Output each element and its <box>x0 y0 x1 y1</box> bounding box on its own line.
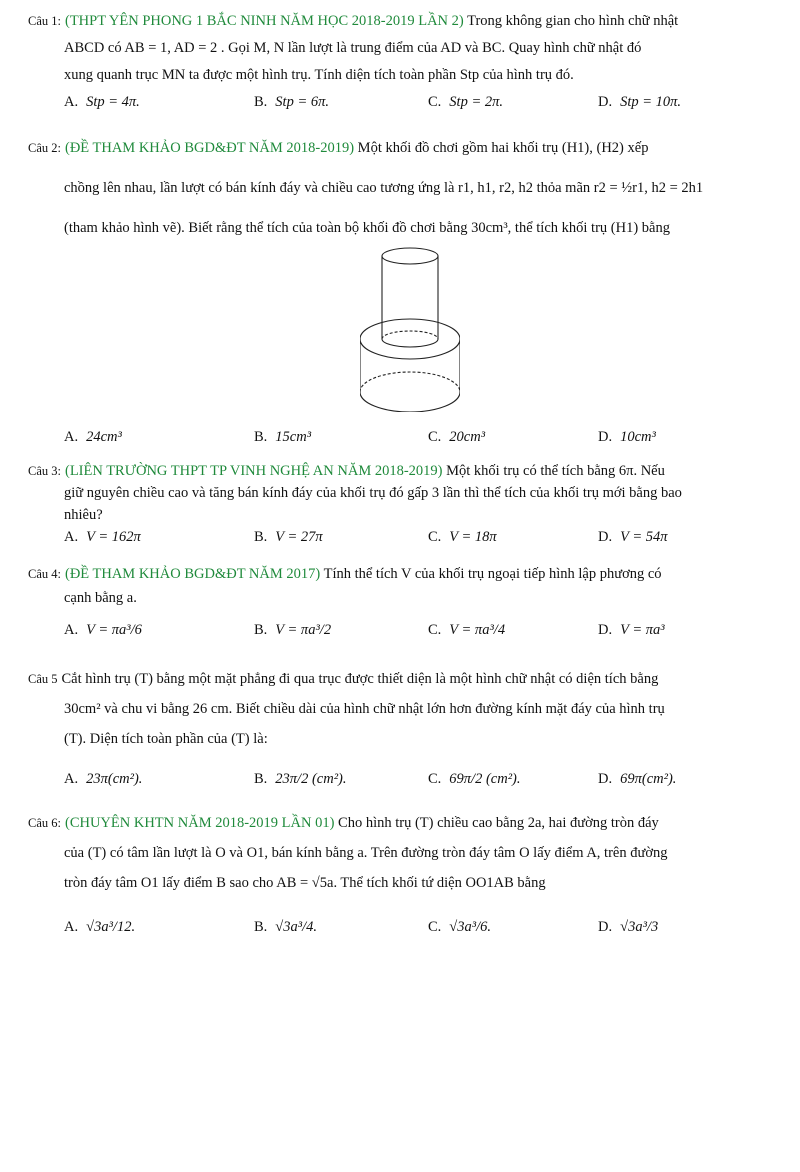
option-c[interactable]: C. V = 18π <box>428 529 497 545</box>
question-5 <box>28 664 794 804</box>
option-b[interactable]: B. V = πa³/2 <box>254 622 332 638</box>
question-4 <box>28 562 794 658</box>
option-a[interactable]: A. Stp = 4π. <box>64 94 140 110</box>
option-d[interactable]: D. 69π(cm²). <box>598 771 677 787</box>
options-row <box>28 764 794 804</box>
option-d[interactable]: D. √3a³/3 <box>598 919 659 935</box>
options-row <box>28 89 794 117</box>
option-a[interactable]: A. √3a³/12. <box>64 919 136 935</box>
question-label: Câu 3: <box>28 464 61 478</box>
options-row <box>28 424 794 452</box>
question-text: giữ nguyên chiều cao và tăng bán kính đáy của khối trụ đó gấp 3 lần thì thể tích của khối trụ mới bằng bao <box>64 485 682 501</box>
option-a[interactable]: A. 24cm³ <box>64 429 122 445</box>
option-d[interactable]: D. V = 54π <box>598 529 668 545</box>
option-b[interactable]: B. Stp = 6π. <box>254 94 329 110</box>
question-text: (T). Diện tích toàn phần của (T) là: <box>64 731 268 747</box>
small-cylinder-top <box>382 248 438 264</box>
large-cylinder-top <box>360 319 460 359</box>
option-b[interactable]: B. √3a³/4. <box>254 919 318 935</box>
option-a[interactable]: A. V = 162π <box>64 529 141 545</box>
question-source: (CHUYÊN KHTN NĂM 2018-2019 LẦN 01) <box>64 815 335 831</box>
question-text: cạnh bằng a. <box>64 590 137 606</box>
question-text: tròn đáy tâm O1 lấy điểm B sao cho AB = √5a. Thể tích khối tứ diện OO1AB bằng <box>64 875 546 891</box>
option-a[interactable]: A. 23π(cm²). <box>64 771 143 787</box>
question-text: Tính thể tích V của khối trụ ngoại tiếp hình lập phương có <box>320 566 662 582</box>
question-source: (THPT YÊN PHONG 1 BẮC NINH NĂM HỌC 2018-2019 LẦN 2) <box>64 13 464 29</box>
option-c[interactable]: C. Stp = 2π. <box>428 94 503 110</box>
question-text: Trong không gian cho hình chữ nhật <box>463 13 679 29</box>
option-d[interactable]: D. V = πa³ <box>598 622 665 638</box>
options-row <box>28 618 794 658</box>
question-text: của (T) có tâm lần lượt là O và O1, bán kính bằng a. Trên đường tròn đáy tâm O lấy điểm A, trên đường <box>64 845 668 861</box>
question-3 <box>28 460 794 552</box>
question-1 <box>28 8 794 117</box>
option-b[interactable]: B. 23π/2 (cm²). <box>254 771 347 787</box>
question-text: Cắt hình trụ (T) bằng một mặt phẳng đi qua trục được thiết diện là một hình chữ nhật có diện tích bằng <box>61 671 659 687</box>
option-c[interactable]: C. 20cm³ <box>428 429 486 445</box>
question-2 <box>28 128 794 248</box>
question-text: chồng lên nhau, lần lượt có bán kính đáy và chiều cao tương ứng là r1, h1, r2, h2 thỏa mãn r2 = ½r1, h2 = 2h1 <box>64 180 704 196</box>
option-b[interactable]: B. V = 27π <box>254 529 323 545</box>
question-source: (ĐỀ THAM KHẢO BGD&ĐT NĂM 2017) <box>64 566 321 582</box>
question-source: (LIÊN TRƯỜNG THPT TP VINH NGHỆ AN NĂM 2018-2019) <box>64 463 443 479</box>
question-source: (ĐỀ THAM KHẢO BGD&ĐT NĂM 2018-2019) <box>64 140 355 156</box>
option-c[interactable]: C. √3a³/6. <box>428 919 492 935</box>
question-6 <box>28 808 794 956</box>
option-c[interactable]: C. V = πa³/4 <box>428 622 506 638</box>
option-b[interactable]: B. 15cm³ <box>254 429 312 445</box>
question-text: Cho hình trụ (T) chiều cao bằng 2a, hai đường tròn đáy <box>334 815 659 831</box>
question-label: Câu 4: <box>28 567 61 581</box>
option-d[interactable]: D. Stp = 10π. <box>598 94 682 110</box>
option-d[interactable]: D. 10cm³ <box>598 429 656 445</box>
question-text: Một khối đồ chơi gồm hai khối trụ (H1), (H2) xếp <box>354 140 649 156</box>
question-label: Câu 2: <box>28 141 61 155</box>
question-label: Câu 6: <box>28 816 61 830</box>
question-text: ABCD có AB = 1, AD = 2 . Gọi M, N lần lượt là trung điểm của AD và BC. Quay hình chữ nhật đó <box>64 40 642 56</box>
question-text: (tham khảo hình vẽ). Biết rằng thể tích của toàn bộ khối đồ chơi bằng 30cm³, thể tích khối trụ (H1) bằng <box>64 220 670 236</box>
question-2-options <box>28 424 794 452</box>
question-text: Một khối trụ có thể tích bằng 6π. Nếu <box>442 463 665 479</box>
question-text: xung quanh trục MN ta được một hình trụ. Tính diện tích toàn phần Stp của hình trụ đó. <box>64 67 574 83</box>
options-row <box>28 526 794 552</box>
question-text: 30cm² và chu vi bằng 26 cm. Biết chiều dài của hình chữ nhật lớn hơn đường kính mặt đáy của hình trụ <box>64 701 665 717</box>
options-row <box>28 912 794 956</box>
question-text: nhiêu? <box>64 507 103 523</box>
question-label: Câu 5 <box>28 672 58 686</box>
option-c[interactable]: C. 69π/2 (cm²). <box>428 771 521 787</box>
stacked-cylinders-figure <box>360 246 460 412</box>
question-label: Câu 1: <box>28 14 61 28</box>
option-a[interactable]: A. V = πa³/6 <box>64 622 142 638</box>
